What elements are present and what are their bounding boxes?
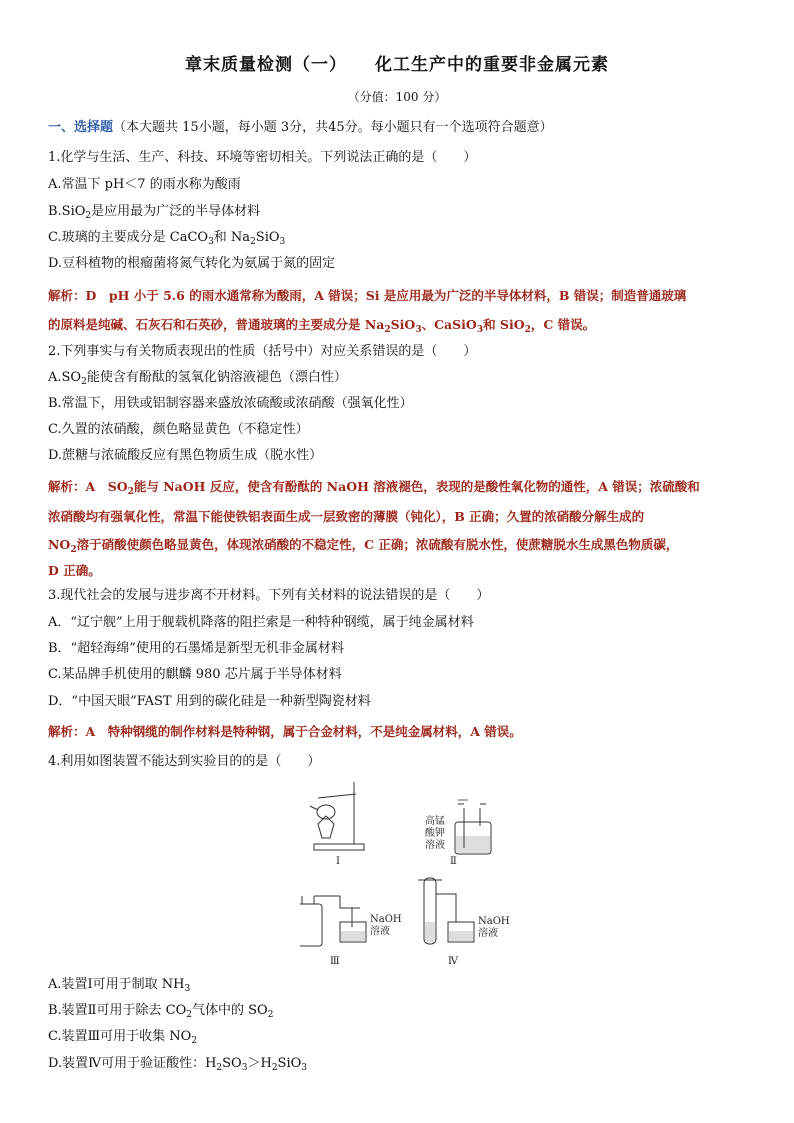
page-title	[0, 50, 794, 75]
question-4-option-b: B.装置Ⅱ可用于除去 $CO_2$气体中的 $SO_2$	[48, 1003, 274, 1020]
question-4-stem: 4.利用如图装置不能达到实验目的的是（ ）	[48, 754, 321, 769]
question-4-option-d: D.装置Ⅳ可用于验证酸性：$H_2SO_3>H_2SiO_3$	[48, 1056, 308, 1073]
question-1-stem: 1.化学与生活、生产、科技、环境等密切相关。下列说法正确的是（ ）	[48, 150, 477, 165]
question-1-option-b: B.SiO$_2$是应用最为广泛的半导体材料	[48, 204, 261, 221]
delivery-tube-4	[436, 894, 456, 922]
question-2-option-a: $A.SO_2$能使含有酚酞的氢氧化钠溶液褪色（漂白性）	[48, 370, 347, 387]
question-2-explanation-line-4: D 正确。	[48, 563, 101, 578]
question-2-option-d: D.蔗糖与浓硫酸反应有黑色物质生成（脱水性）	[48, 448, 323, 463]
figure-label-3: Ⅲ	[330, 956, 340, 967]
flask	[317, 805, 335, 819]
figure-text-naoh-3: NaOH	[370, 914, 402, 925]
question-2-explanation-line-3: $NO_2$溶于硝酸使颜色略显黄色，体现浓硝酸的不稳定性，C 正确；浓硫酸有脱水性，使蔗糖脱水生成黑色物质碳，	[48, 537, 679, 555]
delivery-tube	[314, 896, 360, 908]
apparatus-figure	[300, 772, 520, 972]
figure-text-naoh-4: NaOH	[478, 916, 510, 927]
figure-text-solution-4: 溶液	[478, 928, 498, 939]
title-part-a: 章末质量检测（一）	[185, 55, 347, 75]
question-1-option-d: D.豆科植物的根瘤菌将氮气转化为氨属于氮的固定	[48, 256, 336, 271]
score-note: （分值：100 分）	[347, 90, 447, 104]
stand-base	[314, 844, 364, 850]
question-1-option-c: C.玻璃的主要成分是 CaCO$_3$和 $Na_2SiO_3$	[48, 230, 286, 247]
question-4-option-a: A.装置Ⅰ可用于制取 $NH_3$	[48, 977, 191, 994]
question-3-option-c: C.某品牌手机使用的麒麟 980 芯片属于半导体材料	[48, 667, 342, 682]
figure-label-2: Ⅱ	[450, 856, 457, 867]
figure-text-kmno4-2: 酸钾	[425, 828, 445, 839]
question-3-explanation: 解析：A 特种钢缆的制作材料是特种钢，属于合金材料，不是纯金属材料，A 错误。	[48, 724, 522, 739]
figure-label-1: Ⅰ	[336, 856, 340, 867]
apparatus-4	[418, 878, 474, 944]
question-2-option-b: B.常温下，用铁或铝制容器来盛放浓硫酸或浓硝酸（强氧化性）	[48, 396, 413, 411]
figure-text-solution-3: 溶液	[370, 926, 390, 937]
question-3-option-d: D．“中国天眼”FAST 用到的碳化硅是一种新型陶瓷材料	[48, 694, 371, 709]
question-1-option-a: A.常温下 pH＜7 的雨水称为酸雨	[48, 177, 241, 192]
question-3-stem: 3.现代社会的发展与进步离不开材料。下列有关材料的说法错误的是（ ）	[48, 588, 490, 603]
collection-bottle	[300, 904, 322, 946]
apparatus-3	[300, 896, 366, 946]
figure-label-4: Ⅳ	[448, 956, 458, 967]
question-1-explanation-line-2: 的原料是纯碱、石灰石和石英砂，普通玻璃的主要成分是 $Na_2SiO_3$、CaSiO$_3$和 SiO$_2$，C 错误。	[48, 317, 596, 335]
figure-text-kmno4-3: 溶液	[425, 840, 445, 851]
question-1-explanation-line-1: 解析：D pH 小于 5.6 的雨水通常称为酸雨，A 错误；Si 是应用最为广泛的半导体材料，B 错误；制造普通玻璃	[48, 288, 687, 303]
title-part-b: 化工生产中的重要非金属元素	[375, 55, 609, 75]
section-label: 一、选择题	[48, 120, 114, 135]
question-3-option-a: A．“辽宁舰”上用于舰载机降落的阻拦索是一种特种钢缆，属于纯金属材料	[48, 615, 474, 630]
figure-text-kmno4-1: 高锰	[425, 816, 445, 827]
apparatus-1	[310, 782, 364, 850]
question-2-explanation-line-2: 浓硝酸均有强氧化性，常温下能使铁铝表面生成一层致密的薄膜（钝化），B 正确；久置的浓硝酸分解生成的	[48, 509, 645, 524]
question-2-option-c: C.久置的浓硝酸，颜色略显黄色（不稳定性）	[48, 422, 309, 437]
question-2-stem: 2.下列事实与有关物质表现出的性质（括号中）对应关系错误的是（ ）	[48, 344, 477, 359]
section-heading	[48, 118, 754, 138]
question-2-explanation-line-1: 解析：A $SO_2$能与 NaOH 反应，使含有酚酞的 NaOH 溶液褪色，表现的是酸性氧化物的通性，A 错误；浓硫酸和	[48, 479, 700, 497]
question-4-option-c: C.装置Ⅲ可用于收集 $NO_2$	[48, 1029, 198, 1046]
section-description: （本大题共 15小题，每小题 3分，共45分。每小题只有一个选项符合题意）	[113, 120, 553, 135]
stand-clamp	[318, 794, 356, 798]
question-3-option-b: B．“超轻海绵”使用的石墨烯是新型无机非金属材料	[48, 641, 344, 656]
apparatus-2	[455, 800, 491, 854]
